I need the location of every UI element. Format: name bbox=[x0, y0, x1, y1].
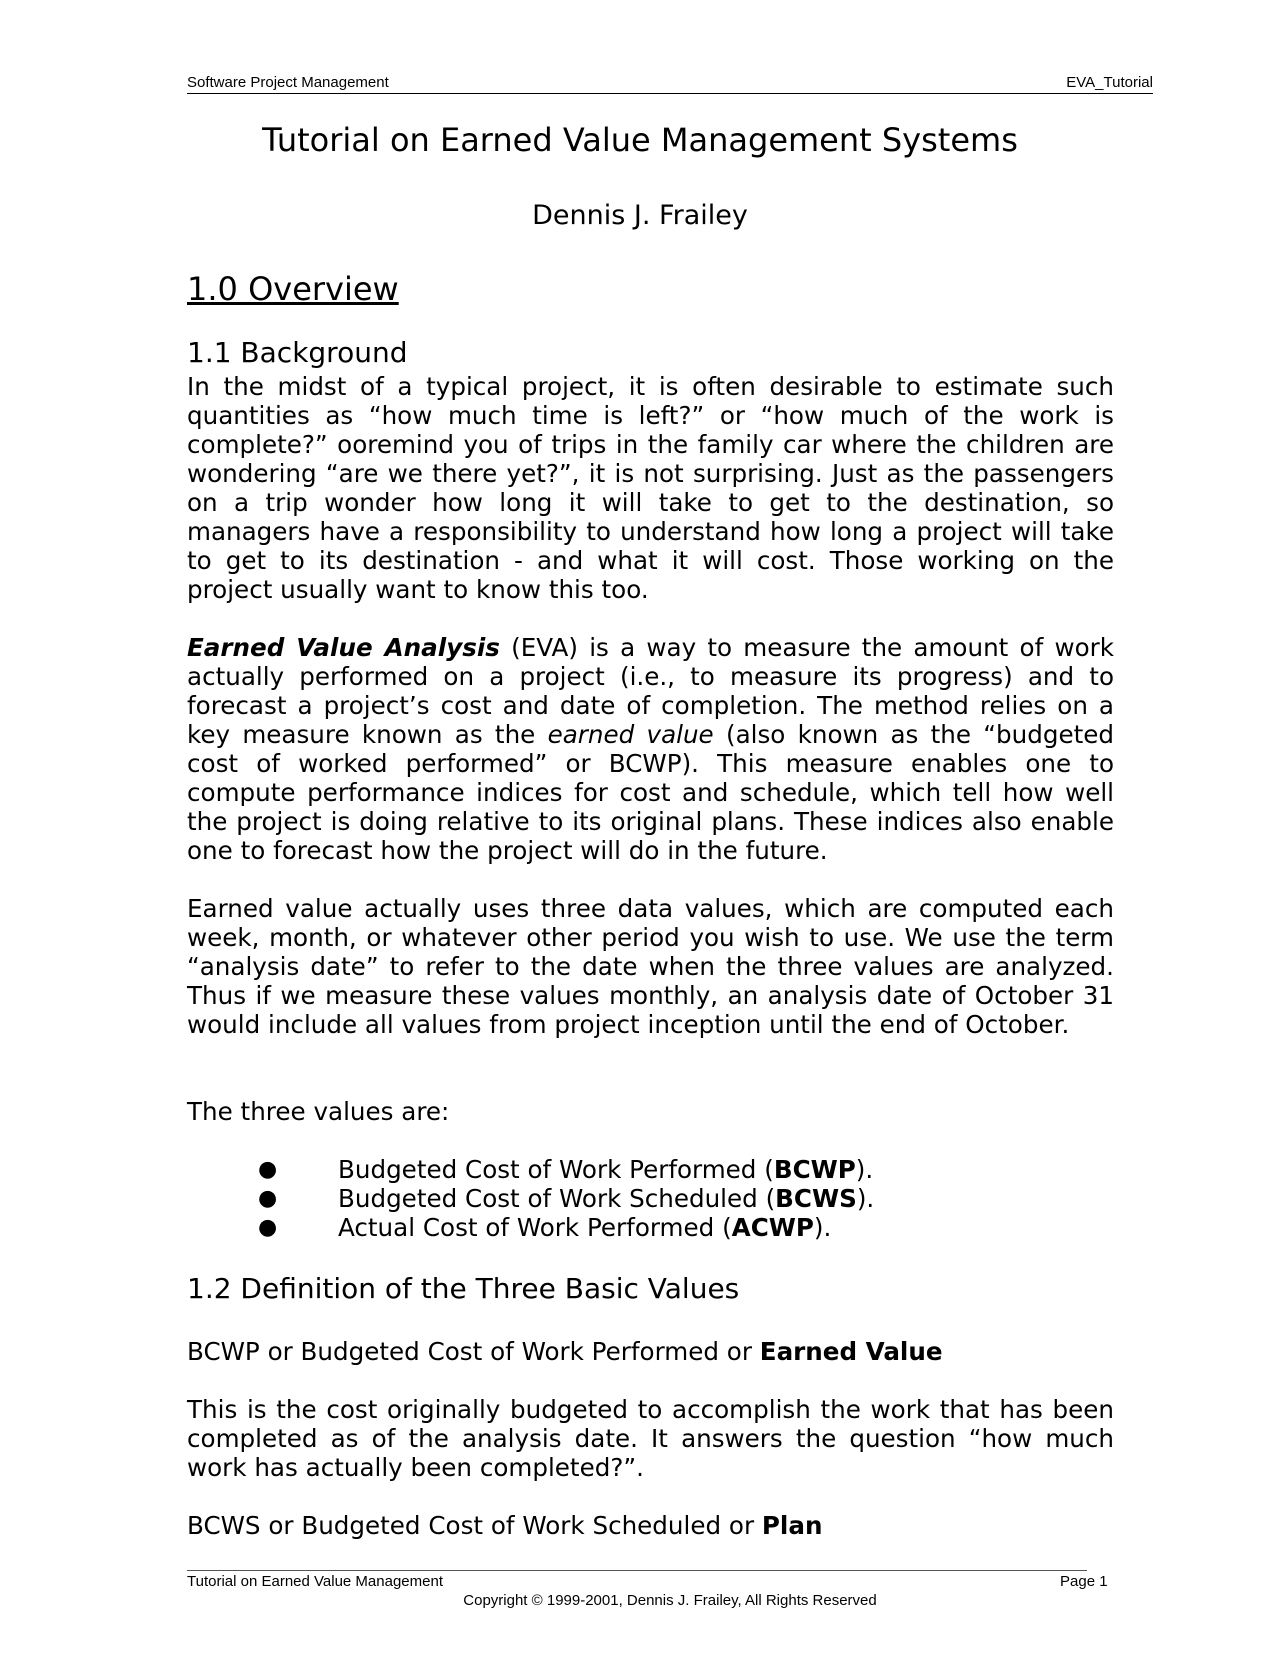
bcwp-label-text: BCWP or Budgeted Cost of Work Performed or bbox=[187, 1337, 760, 1366]
paragraph-background: In the midst of a typical project, it is often desirable to estimate such quantities as “how much time is left?” or “how much of the work is complete?” ooremind you of trips in the family car where the children are wondering “are we there yet?”, it is not surprising. Just as the passengers on a trip wonder how long it will take to get to the destination, so managers have a responsibility to understand how long a project will take to get to its destination - and what it will cost. Those working on the project usually want to know this too. bbox=[187, 372, 1114, 604]
paragraph-eva bbox=[187, 633, 1114, 865]
section-heading-overview: 1.0 Overview bbox=[187, 270, 399, 308]
list-item-abbr: BCWP bbox=[773, 1155, 856, 1184]
list-item bbox=[258, 1213, 1118, 1242]
bcws-label-bold: Plan bbox=[761, 1511, 823, 1540]
list-item-text: Budgeted Cost of Work Scheduled ( bbox=[338, 1184, 776, 1213]
bullet-icon: ● bbox=[258, 1157, 278, 1182]
document-title: Tutorial on Earned Value Management Systems bbox=[262, 121, 1018, 159]
bullet-icon: ● bbox=[258, 1186, 278, 1211]
copyright-notice: Copyright © 1999-2001, Dennis J. Frailey, All Rights Reserved bbox=[463, 1592, 877, 1609]
bcws-label-text: BCWS or Budgeted Cost of Work Scheduled or bbox=[187, 1511, 762, 1540]
list-item-abbr: ACWP bbox=[731, 1213, 814, 1242]
header-left: Software Project Management bbox=[187, 74, 389, 91]
paragraph-values-intro: The three values are: bbox=[187, 1097, 450, 1126]
running-header bbox=[187, 74, 1153, 94]
term-earned-value: earned value bbox=[547, 720, 714, 749]
values-list bbox=[258, 1155, 1118, 1242]
section-heading-background: 1.1 Background bbox=[187, 336, 408, 369]
definition-bcwp-description: This is the cost originally budgeted to accomplish the work that has been completed as of the analysis date. It answers the question “how much work has actually been completed?”. bbox=[187, 1395, 1114, 1482]
list-item-abbr: BCWS bbox=[775, 1184, 857, 1213]
list-item-end: ). bbox=[856, 1184, 875, 1213]
paragraph-eva-part-a: (EVA) is a way to measure the amount of work actually performed on a project (i.e., to measure its progress) and to forecast a project’s cost and date of completion. The method relies on a key measure known as the bbox=[187, 633, 1114, 749]
footer-left: Tutorial on Earned Value Management bbox=[187, 1573, 443, 1590]
bcwp-label-bold: Earned Value bbox=[759, 1337, 943, 1366]
list-item bbox=[258, 1155, 1118, 1184]
page-number: Page 1 bbox=[1060, 1573, 1108, 1590]
definition-bcws-label bbox=[187, 1511, 1114, 1540]
list-item-end: ). bbox=[855, 1155, 874, 1184]
footer-rule bbox=[187, 1570, 1087, 1571]
list-item-text: Budgeted Cost of Work Performed ( bbox=[338, 1155, 774, 1184]
list-item bbox=[258, 1184, 1118, 1213]
bullet-icon: ● bbox=[258, 1215, 278, 1240]
definition-bcwp-label bbox=[187, 1337, 1114, 1366]
paragraph-eva-part-b: (also known as the “budgeted cost of worked performed” or BCWP). This measure enables one to compute performance indices for cost and schedule, which tell how well the project is doing relative to its original plans. These indices also enable one to forecast how the project will do in the future. bbox=[187, 720, 1114, 865]
document-author: Dennis J. Frailey bbox=[532, 200, 748, 231]
paragraph-three-values: Earned value actually uses three data values, which are computed each week, month, or whatever other period you wish to use. We use the term “analysis date” to refer to the date when the three values are analyzed. Thus if we measure these values monthly, an analysis date of October 31 would include all values from project inception until the end of October. bbox=[187, 894, 1114, 1039]
term-earned-value-analysis: Earned Value Analysis bbox=[187, 633, 500, 662]
section-heading-definitions: 1.2 Definition of the Three Basic Values bbox=[187, 1272, 740, 1305]
list-item-text: Actual Cost of Work Performed ( bbox=[338, 1213, 732, 1242]
list-item-end: ). bbox=[813, 1213, 832, 1242]
header-right: EVA_Tutorial bbox=[1066, 74, 1153, 91]
